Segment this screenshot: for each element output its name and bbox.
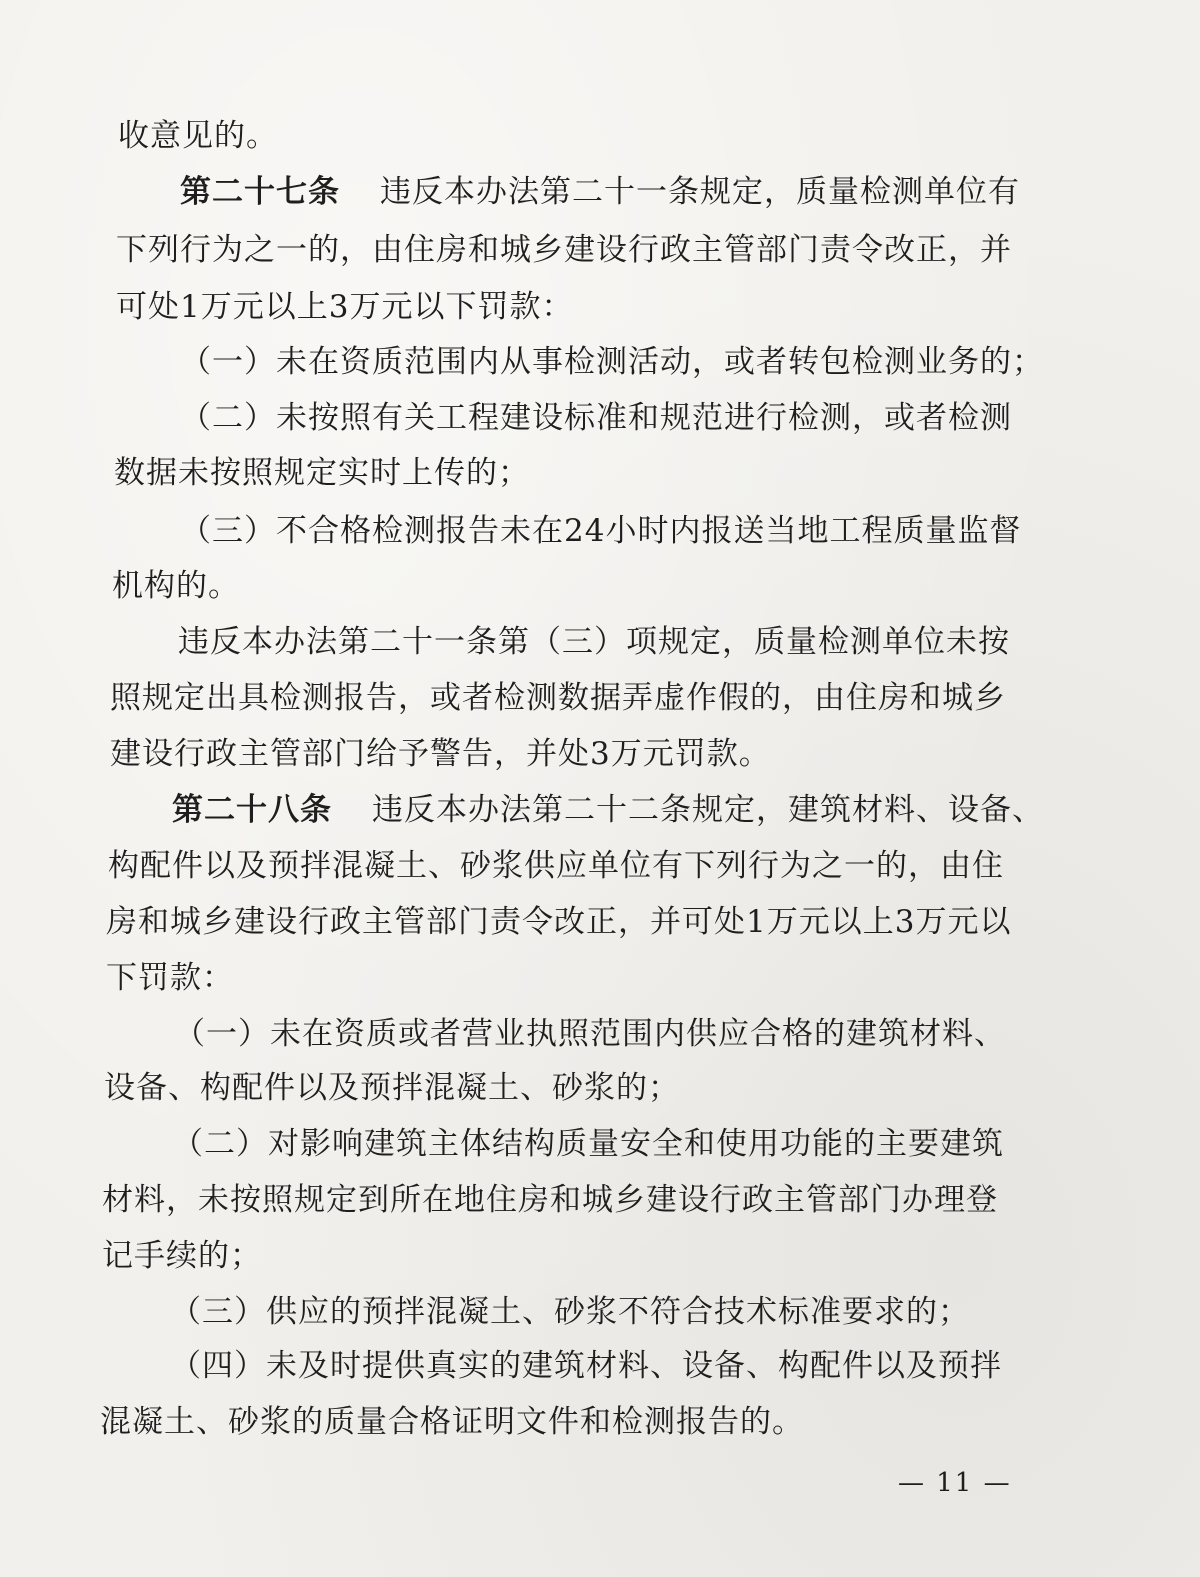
text-line: 构配件以及预拌混凝土、砂浆供应单位有下列行为之一的，由住 <box>108 848 1004 884</box>
article-27-paragraph <box>180 172 1020 212</box>
text-line: 混凝土、砂浆的质量合格证明文件和检测报告的。 <box>100 1404 804 1440</box>
text-line: 数据未按照规定实时上传的； <box>114 455 530 491</box>
text-line: （二）对影响建筑主体结构质量安全和使用功能的主要建筑 <box>172 1126 1004 1162</box>
article-28-title: 第二十八条 <box>172 792 332 828</box>
article-27-title: 第二十七条 <box>180 174 340 210</box>
text-line: 违反本办法第二十二条规定，建筑材料、设备、 <box>372 792 1044 828</box>
text-line: （一）未在资质或者营业执照范围内供应合格的建筑材料、 <box>174 1016 1006 1052</box>
text-line: 机构的。 <box>112 568 240 604</box>
article-28-paragraph <box>172 790 1044 830</box>
text-line: 违反本办法第二十一条规定，质量检测单位有 <box>380 174 1020 210</box>
text-line: 房和城乡建设行政主管部门责令改正，并可处1万元以上3万元以 <box>106 904 1012 940</box>
text-line: 可处1万元以上3万元以下罚款： <box>116 289 574 325</box>
text-line: 收意见的。 <box>118 118 278 154</box>
text-line: 下罚款： <box>106 960 234 996</box>
text-line: 设备、构配件以及预拌混凝土、砂浆的； <box>104 1070 680 1106</box>
text-line: 下列行为之一的，由住房和城乡建设行政主管部门责令改正，并 <box>116 232 1012 268</box>
text-line: （一）未在资质范围内从事检测活动，或者转包检测业务的； <box>180 344 1044 380</box>
text-line: 违反本办法第二十一条第（三）项规定，质量检测单位未按 <box>178 624 1010 660</box>
text-line: 记手续的； <box>102 1238 262 1274</box>
page-number: — 11 — <box>898 1468 1012 1498</box>
text-line: （四）未及时提供真实的建筑材料、设备、构配件以及预拌 <box>170 1348 1002 1384</box>
text-line: 材料，未按照规定到所在地住房和城乡建设行政主管部门办理登 <box>102 1182 998 1218</box>
text-line: （三）不合格检测报告未在24小时内报送当地工程质量监督 <box>180 513 1022 549</box>
text-line: 照规定出具检测报告，或者检测数据弄虚作假的，由住房和城乡 <box>110 680 1006 716</box>
text-line: （三）供应的预拌混凝土、砂浆不符合技术标准要求的； <box>170 1294 970 1330</box>
text-line: 建设行政主管部门给予警告，并处3万元罚款。 <box>110 736 771 772</box>
text-line: （二）未按照有关工程建设标准和规范进行检测，或者检测 <box>180 400 1012 436</box>
